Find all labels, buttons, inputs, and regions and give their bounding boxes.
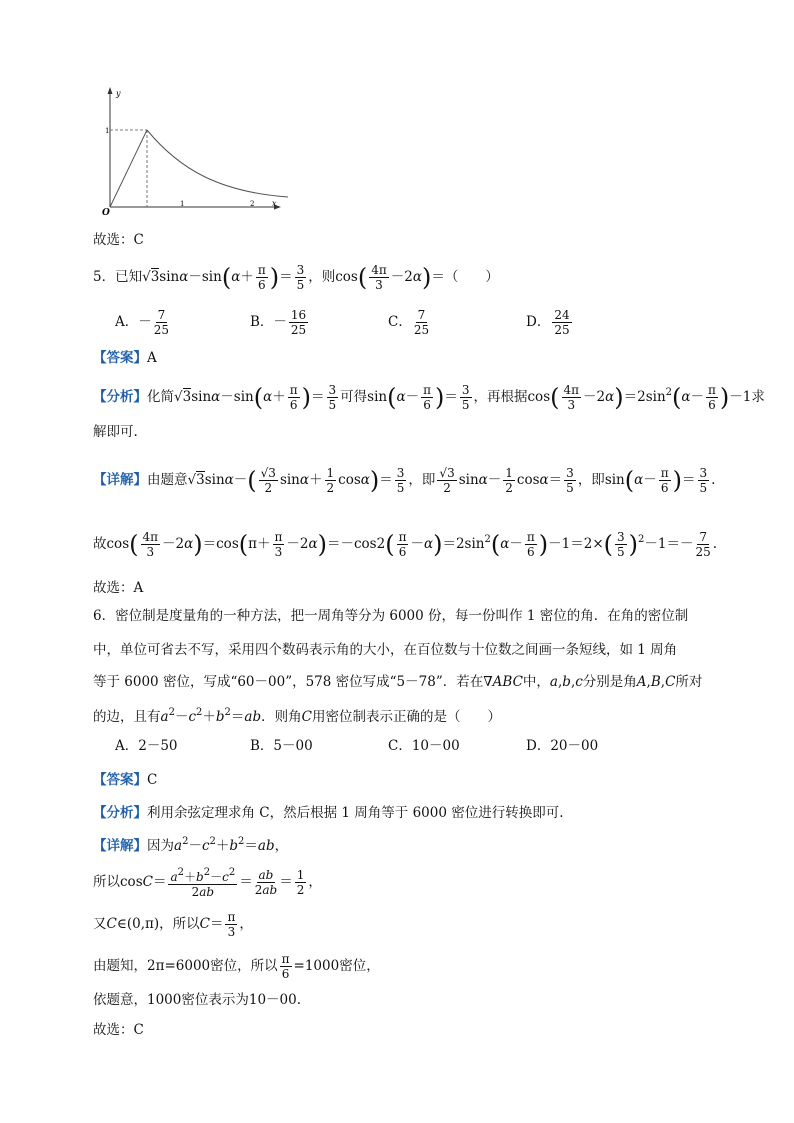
detail-5-cont: 故cos( $\frac{4\pi}{3}$ －2α)＝cos(π＋ $\frac{\pi}{3}$ －2α)＝－cos2( $\frac{\pi}{6}$ $-\alpha)=2\sin^2(\alpha-$ $\frac{\pi}{6}$ )－1＝2×( $\frac{3}{5}$ )$^2$－1＝－ $\frac{7}{25}$ . — [93, 530, 718, 559]
detail-6-result: 依题意，1000密位表示为10－00. — [93, 992, 302, 1008]
detail-6: 【详解】因为$a^2-c^2+b^2=ab$， — [93, 836, 289, 854]
analysis-5-cont: 解即可. — [93, 424, 138, 440]
answer-5: 【答案】A — [93, 350, 157, 366]
y-tick-1: 1 — [105, 127, 110, 135]
detail-6-range: 又C∈(0,π)，所以C＝ $\frac{\pi}{3}$ ， — [93, 910, 253, 939]
answer-6: 【答案】C — [93, 772, 158, 788]
answer-choice-6: 故选：C — [93, 1022, 144, 1038]
origin-label: O — [102, 208, 110, 218]
question-6-line3: 等于 6000 密位，写成“60－00”，578 密位写成“5－78”．若在∇ABC中，a,b,c分别是角A,B,C所对 — [93, 674, 703, 690]
detail-6-cos: 所以cosC＝ $\frac{a^2+b^2-c^2}{2ab}$ ＝ $\frac{ab}{2ab}$ ＝ $\frac{1}{2}$ ， — [93, 867, 322, 899]
detail-6-conversion: 由题知，2π=6000密位，所以 $\frac{\pi}{6}$ =1000密位， — [93, 952, 380, 981]
analysis-6: 【分析】利用余弦定理求角 C，然后根据 1 周角等于 6000 密位进行转换即可. — [93, 805, 564, 821]
question-6-options: A．2－50 B．5－00 C．10－00 D．20－00 — [115, 738, 599, 754]
question-5-options: A．－ $\frac{7}{25}$ B．－ $\frac{16}{25}$ C． $\frac{7}{25}$ D． $\frac{24}{25}$ — [115, 308, 570, 337]
question-6-line4: 的边，且有$a^2-c^2+b^2=ab$．则角C用密位制表示正确的是（ ） — [93, 707, 501, 725]
question-5: 5．已知√3sinα－sin(α＋ $\frac{\pi}{6}$ )＝ $\frac{3}{5}$ ，则cos( $\frac{4\pi}{3}$ －2α)＝（ ） — [93, 263, 499, 292]
linear-segment — [110, 130, 147, 207]
x-tick-1: 1 — [180, 200, 185, 208]
y-axis-label: y — [116, 89, 121, 98]
answer-choice-line: 故选：C — [93, 232, 144, 248]
x-tick-2: 2 — [250, 200, 255, 208]
answer-choice-5: 故选：A — [93, 580, 144, 596]
question-6-line2: 中，单位可省去不写，采用四个数码表示角的大小，在百位数与十位数之间画一条短线，如 1 周角 — [93, 642, 678, 658]
decay-curve — [147, 130, 288, 197]
x-axis-label: x — [272, 199, 277, 208]
question-6-line1: 6．密位制是度量角的一种方法，把一周角等分为 6000 份，每一份叫作 1 密位的角．在角的密位制 — [93, 608, 689, 624]
detail-5: 【详解】由题意√3sinα－( $\frac{√3}{2}$ sinα＋ $\frac{1}{2}$ cosα)＝ $\frac{3}{5}$ ，即 $\frac{√3}{2}$ sinα－ $\frac{1}{2}$ cosα＝ $\frac{3}{5}$ ，即sin(α－ $\frac{\pi}{6}$ )＝ $\frac{3}{5}$ . — [93, 466, 716, 495]
function-graph — [100, 85, 300, 220]
analysis-5: 【分析】化简√3sinα－sin(α＋ $\frac{\pi}{6}$ )＝ $\frac{3}{5}$ 可得sin(α－ $\frac{\pi}{6}$ )＝ $\frac{3}{5}$ ，再根据cos( $\frac{4\pi}{3}$ $-2\alpha)=2\sin^2(\alpha-$ $\frac{\pi}{6}$ )－1求 — [93, 383, 765, 412]
